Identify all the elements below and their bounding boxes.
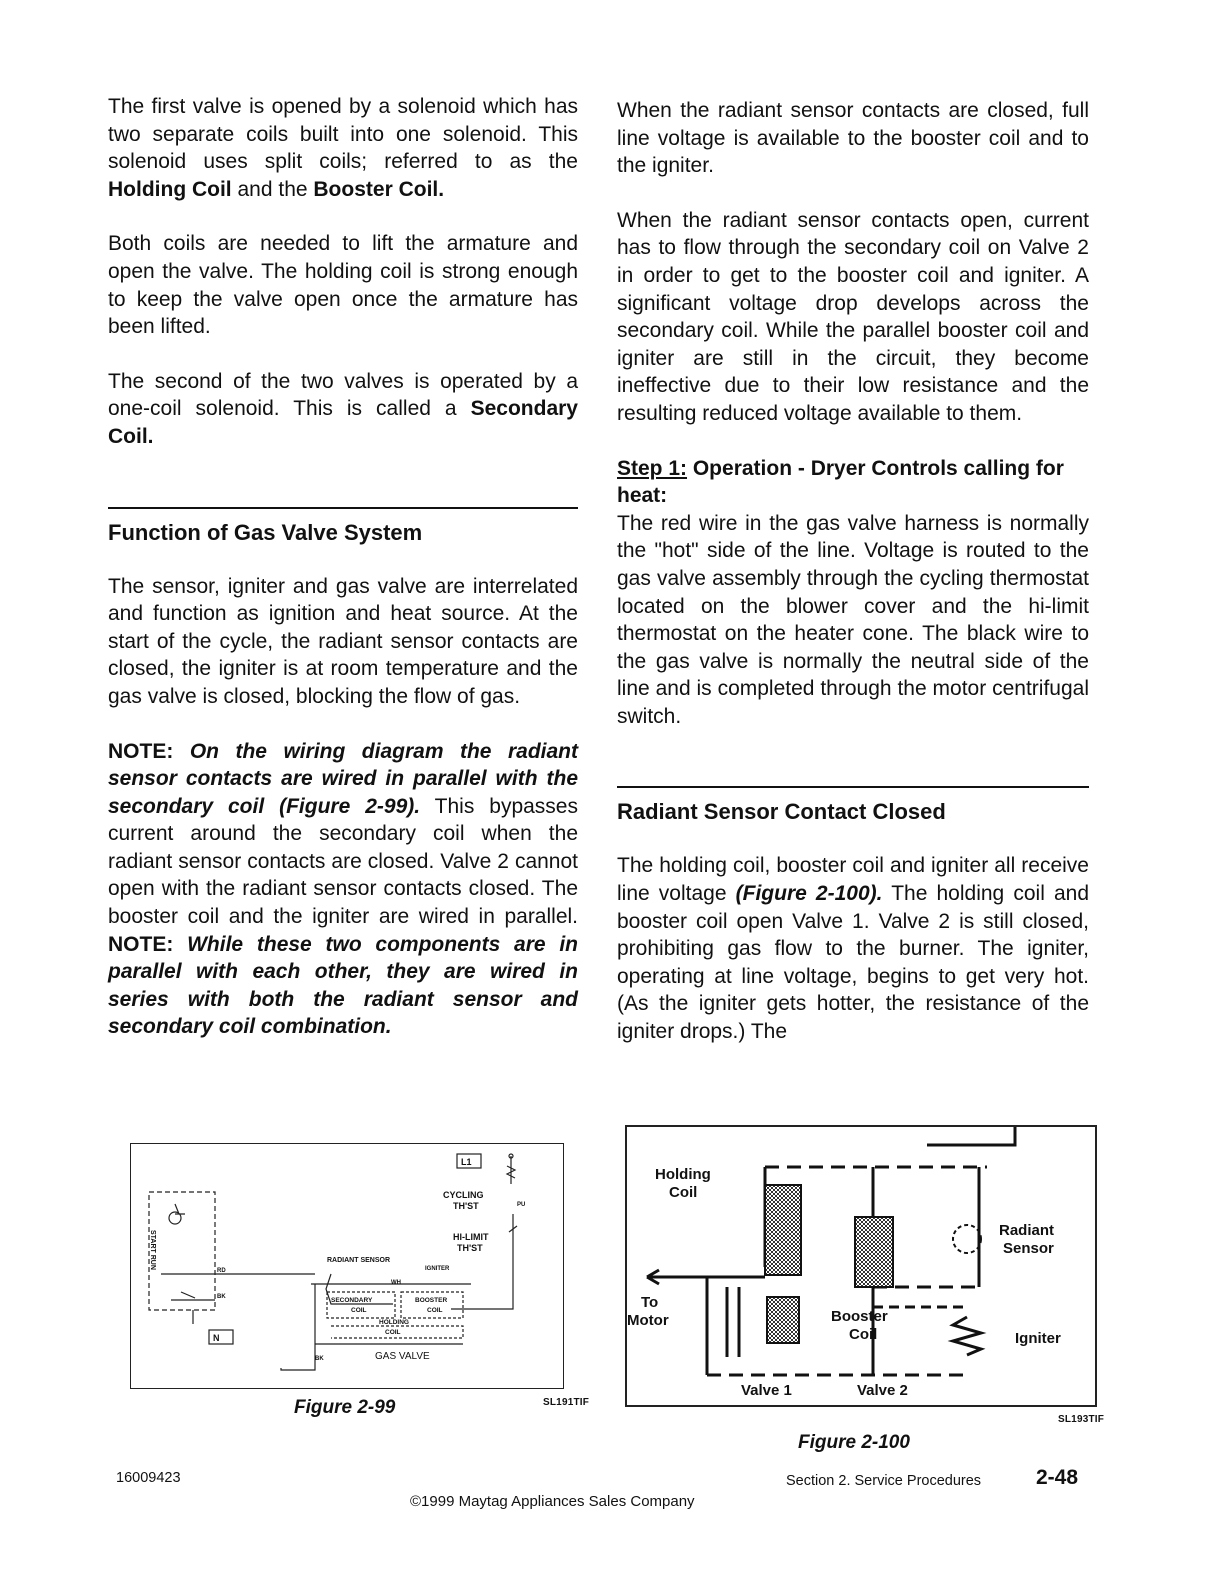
paragraph-secondary-coil: The second of the two valves is operated by a one-coil solenoid. This is called a Secondary Coil. [108,369,578,448]
label-start-run: START RUN [149,1230,156,1270]
figure-2-100-caption: Figure 2-100 [798,1432,910,1453]
label-valve-1: Valve 1 [741,1382,792,1399]
label-secondary-coil: SECONDARY [331,1297,373,1304]
section-heading-function-gas-valve: Function of Gas Valve System [108,519,423,545]
label-gas-valve: GAS VALVE [375,1351,430,1362]
holding-coil-shape [765,1185,801,1275]
label-secondary-coil-2: COIL [351,1307,367,1314]
label-booster-coil: BOOSTER [415,1297,448,1304]
paragraph-contacts-closed: When the radiant sensor contacts are closed, full line voltage is available to the booster coil and to the igniter. [617,99,1089,178]
label-cycling: CYCLING [443,1190,484,1200]
section-divider [108,507,578,509]
label-hilimit-thst: TH'ST [457,1243,483,1253]
paragraph-sensor-igniter: The sensor, igniter and gas valve are interrelated and function as ignition and heat source. At the start of the cycle, the radiant sensor contacts are closed, the igniter is at room temperature and the gas valve is closed, blocking the flow of gas. [108,574,578,708]
note-paragraph: NOTE: On the wiring diagram the radiant sensor contacts are wired in parallel with the secondary coil (Figure 2-99). This bypasses current around the secondary coil when the radiant sensor contacts are closed. Valve 2 cannot open with the radiant sensor contacts closed. The booster coil and the igniter are wired in parallel. NOTE: While these two components are in parallel with each other, they are wired in series with both the radiant sensor and secondary coil combination. [108,739,579,1039]
label-to-motor-2: Motor [627,1312,669,1329]
right-column [617,97,1089,1046]
wiring-diagram-svg [131,1144,563,1388]
paragraph-contacts-open: When the radiant sensor contacts open, current has to flow through the secondary coil on Valve 2 in order to get to the booster coil and igniter. A significant voltage drop develops across the secondary coil. While the parallel booster coil and igniter are still in the circuit, they become ineffective due to their low resistance and the resulting reduced voltage available to them. [617,208,1089,425]
label-igniter: IGNITER [425,1266,450,1272]
secondary-coil-shape [855,1217,893,1287]
booster-coil-shape [767,1297,799,1343]
igniter-shape [953,1317,981,1355]
step-heading: Step 1: Operation - Dryer Controls calling for heat: [617,456,1064,508]
label-radiant-sensor: Radiant [999,1222,1055,1239]
label-booster-coil: Booster [831,1308,888,1325]
radiant-sensor-shape [953,1225,981,1253]
label-l1: L1 [461,1157,472,1167]
label-n: N [213,1333,220,1343]
footer-page-number: 2-48 [1036,1466,1079,1489]
label-bk: BK [217,1294,226,1300]
label-cycling-thst: TH'ST [453,1201,479,1211]
label-igniter: Igniter [1015,1330,1061,1347]
label-booster-coil-2: COIL [427,1307,443,1314]
label-radiant-sensor-2: Sensor [1003,1240,1054,1257]
section-heading-radiant-sensor-closed: Radiant Sensor Contact Closed [617,799,946,825]
label-rd: RD [217,1268,226,1274]
label-holding-coil: HOLDING [379,1319,409,1326]
footer-doc-number: 16009423 [116,1470,181,1486]
paragraph-red-wire: The red wire in the gas valve harness is normally the "hot" side of the line. Voltage is routed to the gas valve assembly through the cycling thermostat located on the blower cover and the hi-limit thermostat on the heater cone. The black wire to the gas valve is normally the neutral side of the line and is completed through the motor centrifugal switch. [617,511,1089,728]
figure-2-100-gas-valve-diagram [625,1125,1097,1407]
left-column [108,93,578,1041]
paragraph-holding-booster-igniter: The holding coil, booster coil and igniter all receive line voltage (Figure 2-100). The holding coil and booster coil open Valve 1. Valve 2 is still closed, prohibiting gas flow to the burner. The igniter, operating at line voltage, begins to get very hot. (As the igniter gets hotter, the resistance of the igniter drops.) The [617,854,1090,1044]
label-pu: PU [517,1202,526,1208]
label-wh: WH [391,1280,401,1286]
paragraph-split-coils: The first valve is opened by a solenoid which has two separate coils built into one solenoid. This solenoid uses split coils; referred to as the Holding Coil and the Booster Coil. [108,95,578,201]
label-holding-coil-2: Coil [669,1184,698,1201]
label-holding-coil-2: COIL [385,1329,401,1336]
footer-section: Section 2. Service Procedures [786,1473,982,1489]
figure-2-99-caption: Figure 2-99 [294,1397,396,1418]
section-divider [617,786,1089,788]
label-bk-gas-valve: BK [315,1356,324,1362]
gas-valve-svg [627,1127,1095,1405]
label-booster-coil-2: Coil [849,1326,878,1343]
figure-2-99-code: SL191TIF [543,1397,590,1408]
figure-2-100-code: SL193TIF [1058,1414,1105,1425]
label-radiant-sensor: RADIANT SENSOR [327,1257,391,1264]
label-hilimit: HI-LIMIT [453,1232,489,1242]
paragraph-both-coils: Both coils are needed to lift the armature and open the valve. The holding coil is strong enough to keep the valve open once the armature has been lifted. [108,232,578,339]
footer-copyright: ©1999 Maytag Appliances Sales Company [410,1493,695,1510]
figure-2-99-wiring-diagram [130,1143,564,1389]
label-holding-coil: Holding [655,1166,711,1183]
label-to-motor: To [641,1294,659,1311]
label-valve-2: Valve 2 [857,1382,908,1399]
